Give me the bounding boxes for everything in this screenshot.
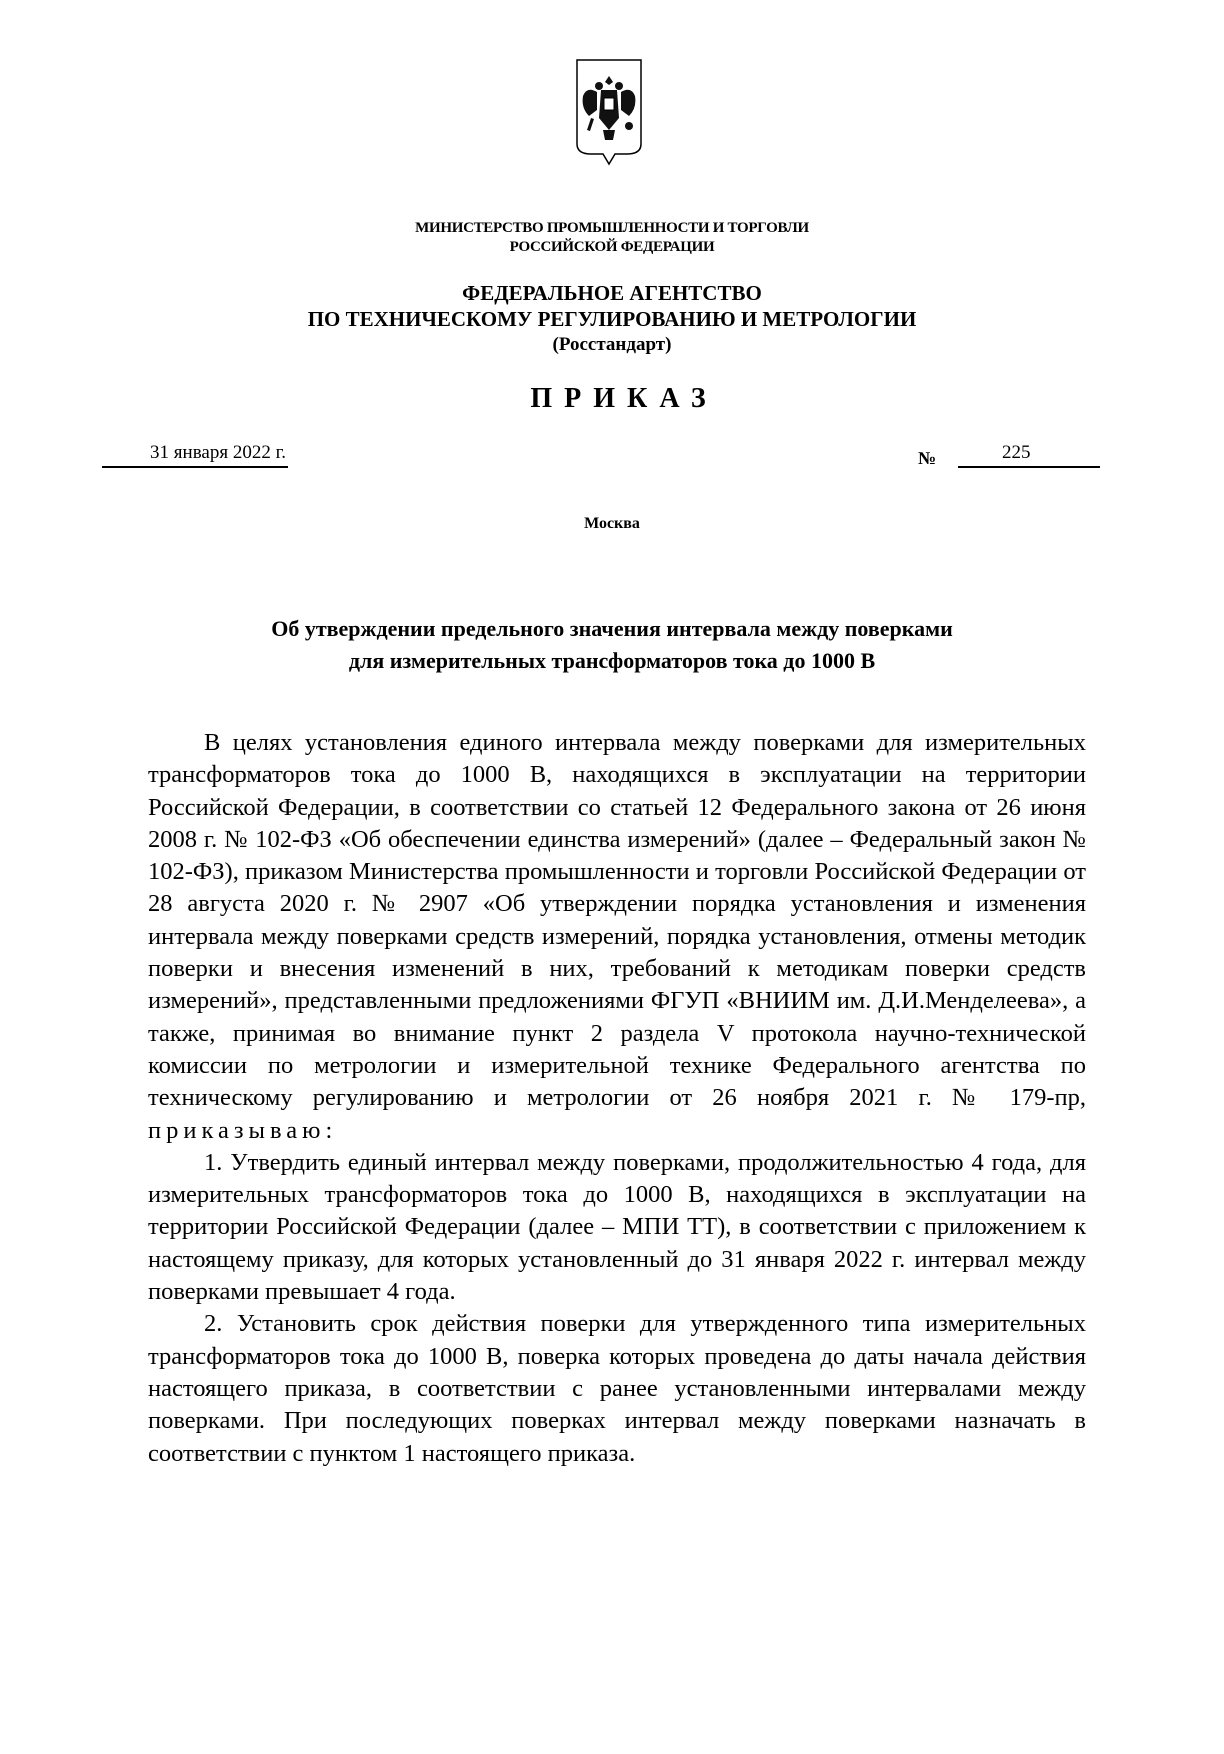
clause-2: 2. Установить срок действия поверки для утвержденного типа измерительных трансформаторов тока до 1000 В, поверка которых проведена до даты начала действия настоящего приказа, в соответствии с ранее установленными интервалами между поверками. При последующих поверках интервал между поверками назначать в соответствии с пунктом 1 настоящего приказа. xyxy=(148,1310,1086,1467)
subject-line-1: Об утверждении предельного значения интервала между поверками xyxy=(271,616,953,641)
preamble-paragraph xyxy=(148,727,1086,1147)
agency-line-2: ПО ТЕХНИЧЕСКОМУ РЕГУЛИРОВАНИЮ И МЕТРОЛОГИИ xyxy=(307,307,917,331)
ministry-line-1: МИНИСТЕРСТВО ПРОМЫШЛЕННОСТИ И ТОРГОВЛИ xyxy=(415,220,809,236)
order-city: Москва xyxy=(584,515,640,532)
coat-of-arms-icon xyxy=(547,56,671,168)
ministry-line-2: РОССИЙСКОЙ ФЕДЕРАЦИИ xyxy=(509,239,715,255)
order-title: ПРИКАЗ xyxy=(530,383,718,414)
directive-word: приказываю: xyxy=(148,1116,338,1144)
ministry-heading xyxy=(0,219,1224,257)
clause-1: 1. Утвердить единый интервал между поверками, продолжительностью 4 года, для измерительных трансформаторов тока до 1000 В, находящихся в эксплуатации на территории Российской Федерации (далее – МПИ ТТ), в соответствии с приложением к настоящему приказу, для которых установленный до 31 января 2022 г. интервал между поверками превышает 4 года. xyxy=(148,1148,1086,1306)
order-subject xyxy=(0,613,1224,677)
order-number-label: № xyxy=(918,448,937,468)
agency-heading xyxy=(0,280,1224,358)
subject-line-2: для измерительных трансформаторов тока до 1000 В xyxy=(348,648,876,673)
order-date: 31 января 2022 г. xyxy=(102,440,288,468)
order-number: 225 xyxy=(958,440,1100,468)
order-body xyxy=(148,727,1086,1470)
agency-short-name: (Росстандарт) xyxy=(552,334,672,355)
agency-line-1: ФЕДЕРАЛЬНОЕ АГЕНТСТВО xyxy=(462,281,762,305)
preamble-text: В целях установления единого интервала между поверками для измерительных трансформаторов тока до 1000 В, находящихся в эксплуатации на территории Российской Федерации, в соответствии со статьей 12 Федерального закона от 26 июня 2008 г. № 102-ФЗ «Об обеспечении единства измерений» (далее – Федеральный закон № 102-ФЗ), приказом Министерства промышленности и торговли Российской Федерации от 28 августа 2020 г. № 2907 «Об утверждении порядка установления и изменения интервала между поверками средств измерений, порядка установления, отмены методик поверки и внесения изменений в них, требований к методикам поверки средств измерений», представленными предложениями ФГУП «ВНИИМ им. Д.И.Менделеева», а также, принимая во внимание пункт 2 раздела V протокола научно-технической комиссии по метрологии и измерительной технике Федерального агентства по техническому регулированию и метрологии от 26 ноября 2021 г. № 179-пр, xyxy=(148,729,1086,1112)
